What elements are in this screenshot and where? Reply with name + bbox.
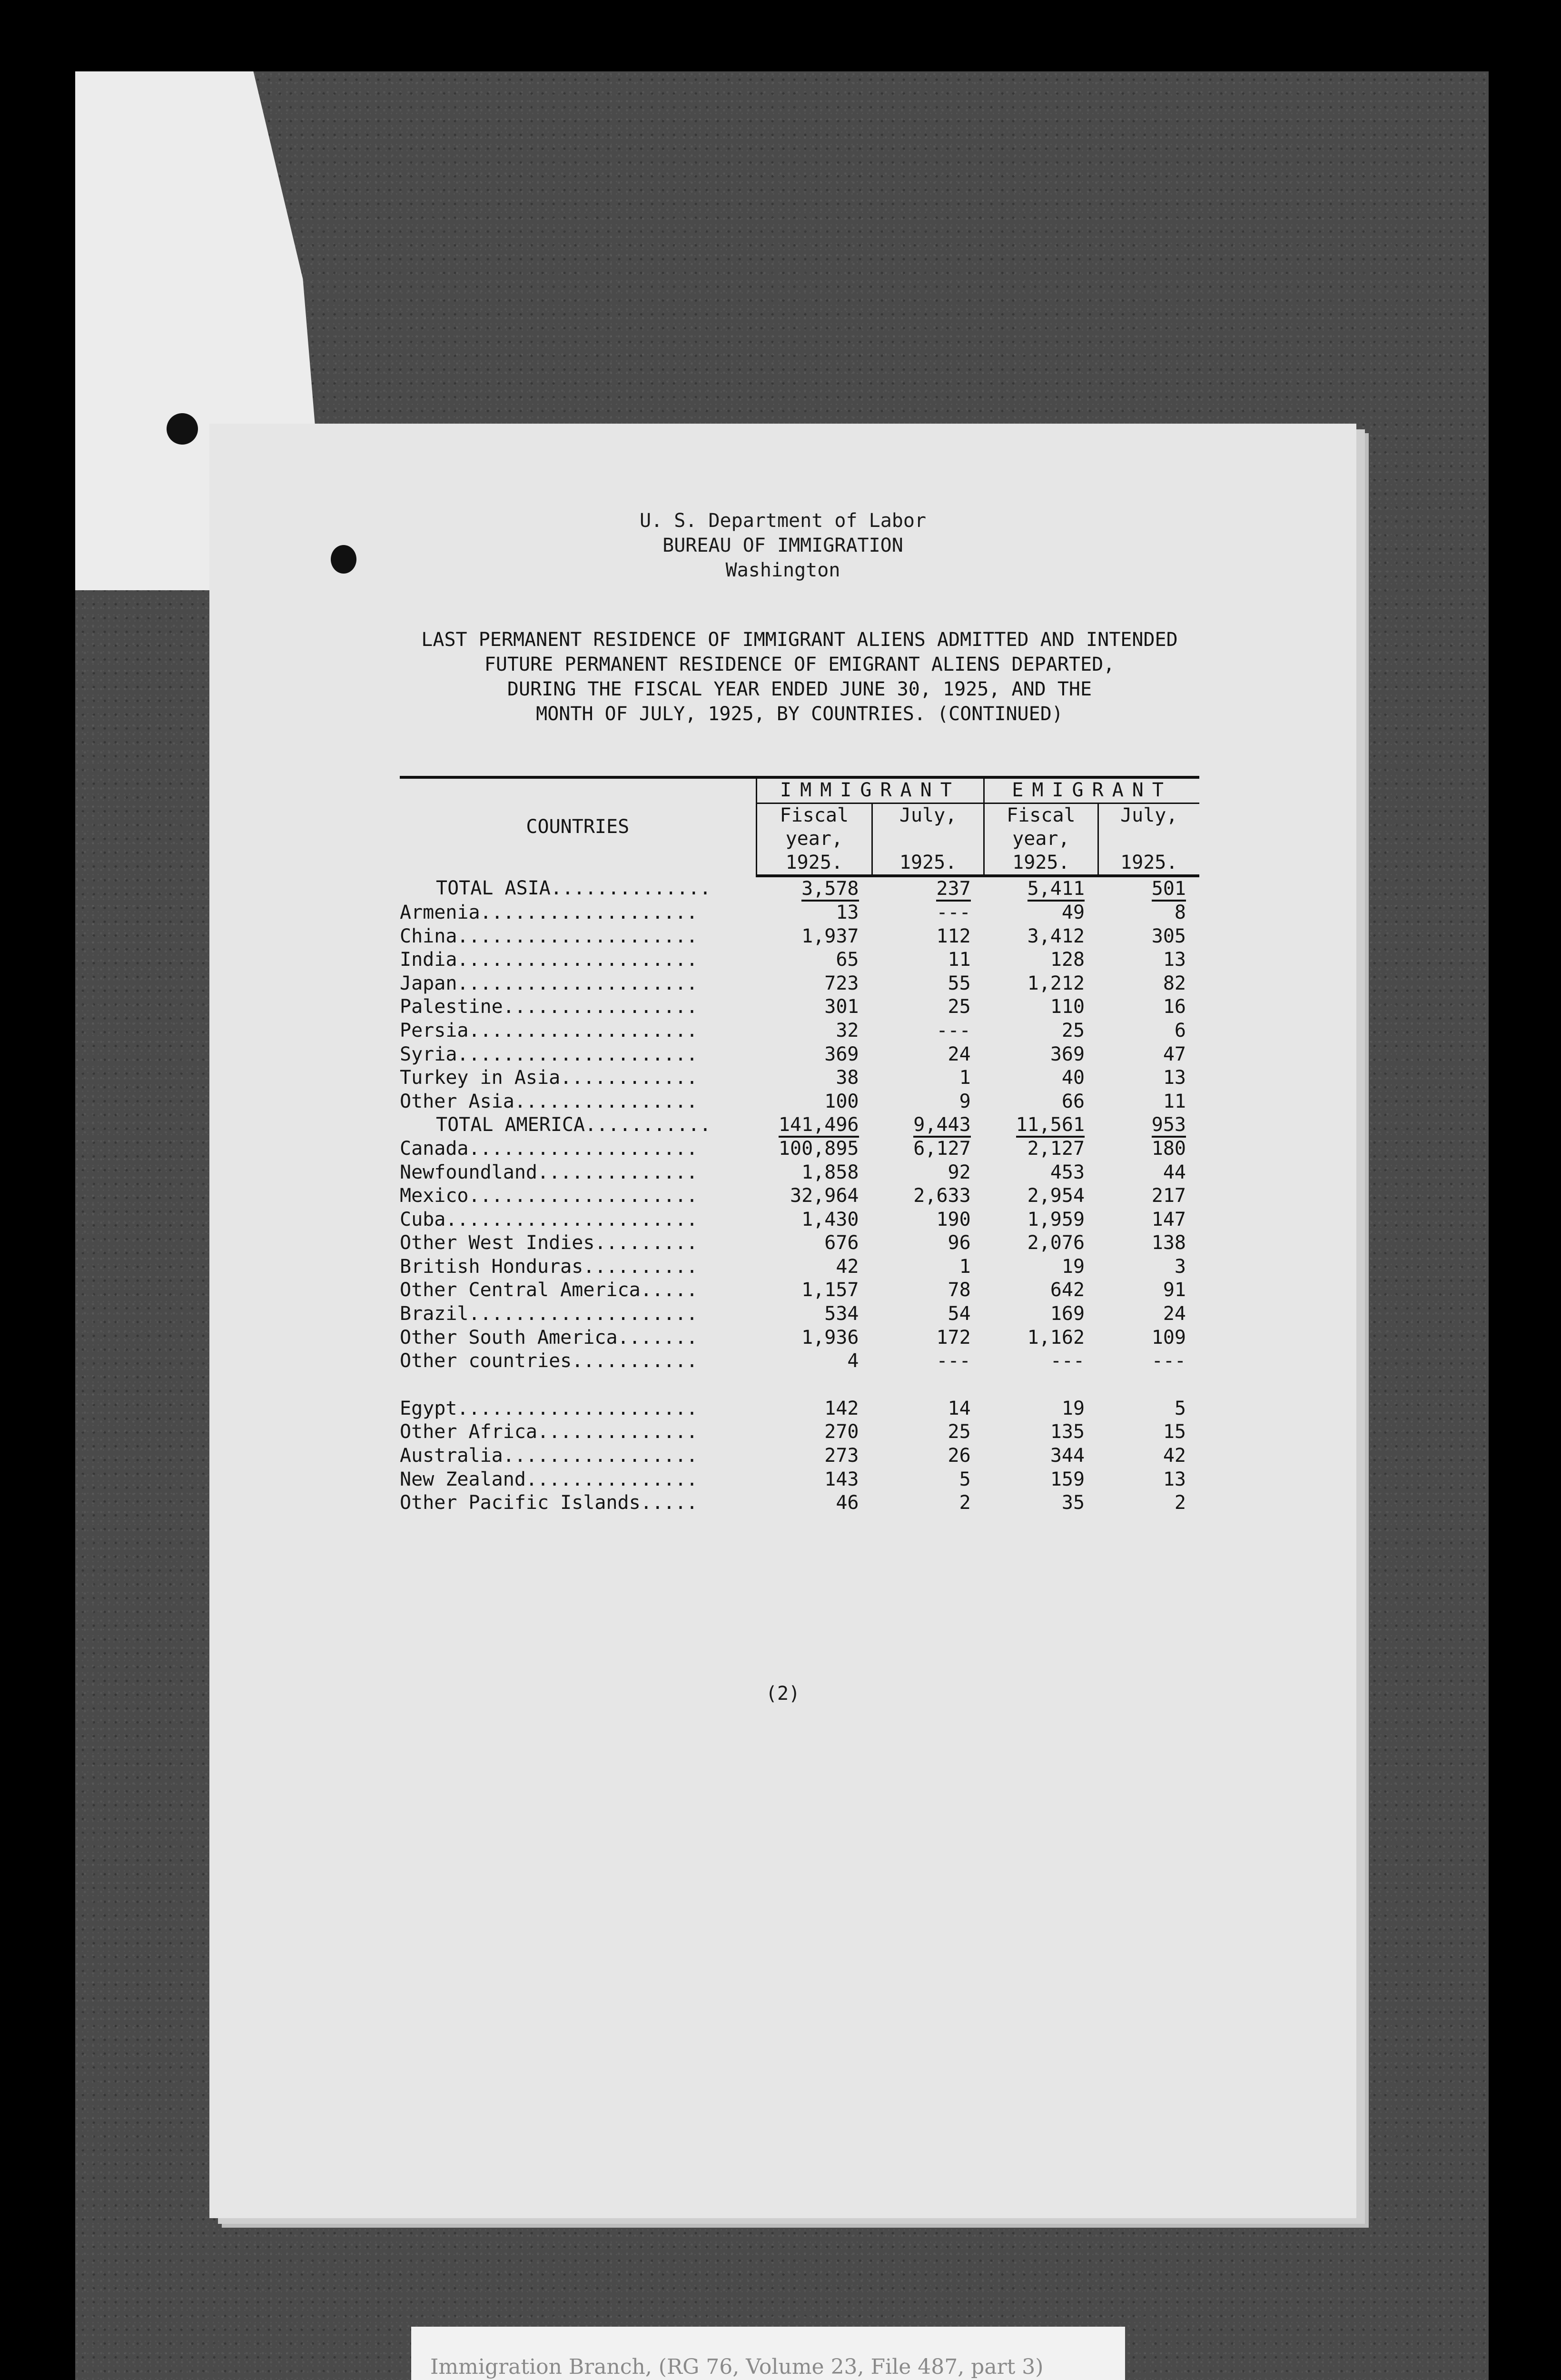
value-text: 6,127: [913, 1137, 971, 1160]
value-cell: [872, 972, 984, 996]
country-name: Persia....................: [400, 1019, 698, 1041]
value-cell: [1098, 1491, 1199, 1515]
value-text: 642: [1050, 1279, 1085, 1301]
table-row: [400, 925, 1199, 949]
july-header: July,: [872, 803, 984, 827]
table-row: [400, 1184, 1199, 1208]
value-text: 1,936: [801, 1326, 859, 1349]
immigration-table: [400, 776, 1199, 1515]
value-text: 3: [1174, 1255, 1186, 1278]
value-cell: [872, 1326, 984, 1350]
value-cell: [984, 876, 1098, 901]
value-text: 1,937: [801, 925, 859, 947]
table-row: [400, 1468, 1199, 1492]
july-header-1925: 1925.: [872, 851, 984, 876]
table-row: [400, 1491, 1199, 1515]
value-text: 180: [1151, 1137, 1186, 1160]
fiscal-header-year: year,: [984, 827, 1098, 851]
value-cell: [1098, 995, 1199, 1019]
value-cell: [872, 1302, 984, 1326]
value-text: 159: [1050, 1468, 1085, 1490]
countries-header: COUNTRIES: [400, 777, 756, 876]
flap-punch-hole: [167, 413, 198, 445]
value-text: 4: [847, 1350, 859, 1372]
archive-reference-tag: Immigration Branch, (RG 76, Volume 23, File 487, part 3): [411, 2327, 1125, 2380]
value-text: 1,212: [1027, 972, 1085, 994]
value-text: 11: [948, 949, 971, 971]
table-row: [400, 1255, 1199, 1279]
value-cell: [984, 972, 1098, 996]
value-cell: [872, 1137, 984, 1161]
value-text: 2,127: [1027, 1137, 1085, 1160]
value-cell: [1098, 1043, 1199, 1067]
table-row: [400, 1043, 1199, 1067]
value-cell: [756, 1349, 872, 1373]
value-cell: [756, 1468, 872, 1492]
value-cell: [1098, 1208, 1199, 1232]
value-cell: [872, 1066, 984, 1090]
country-name: Other West Indies.........: [400, 1232, 698, 1254]
value-cell: [756, 1043, 872, 1067]
emigrant-group-header: EMIGRANT: [984, 777, 1199, 803]
table-row: [400, 948, 1199, 972]
value-text: 54: [948, 1303, 971, 1325]
value-text: 112: [936, 925, 971, 947]
country-name: New Zealand...............: [400, 1468, 698, 1490]
fiscal-header-1925: 1925.: [756, 851, 872, 876]
value-cell: [872, 1019, 984, 1043]
table-row: [400, 901, 1199, 925]
value-text: 237: [936, 878, 970, 902]
value-cell: [984, 1231, 1098, 1255]
value-cell: [1098, 1019, 1199, 1043]
value-text: 2,076: [1027, 1232, 1085, 1254]
value-cell: [984, 1420, 1098, 1444]
value-cell: [984, 1255, 1098, 1279]
value-cell: [1098, 1113, 1199, 1137]
table-row: [400, 1349, 1199, 1373]
value-text: 723: [824, 972, 859, 994]
value-cell: [756, 1137, 872, 1161]
value-cell: [984, 1043, 1098, 1067]
fiscal-header: Fiscal: [984, 803, 1098, 827]
table-row: [400, 1137, 1199, 1161]
value-text: 46: [836, 1492, 859, 1514]
july-header-1925: 1925.: [1098, 851, 1199, 876]
table-row: [400, 1326, 1199, 1350]
value-text: 1,162: [1027, 1326, 1085, 1349]
value-cell: [756, 1279, 872, 1302]
value-text: 2: [1174, 1492, 1186, 1514]
value-cell: [984, 1090, 1098, 1114]
fiscal-header-year: year,: [756, 827, 872, 851]
value-text: 953: [1152, 1114, 1186, 1138]
value-cell: [984, 1491, 1098, 1515]
value-text: 109: [1151, 1326, 1186, 1349]
value-cell: [1098, 1420, 1199, 1444]
value-cell: [984, 901, 1098, 925]
value-text: 42: [1163, 1445, 1186, 1467]
value-cell: [984, 1066, 1098, 1090]
value-cell: [872, 995, 984, 1019]
value-cell: [872, 1420, 984, 1444]
value-text: 128: [1050, 949, 1085, 971]
value-cell: [1098, 1326, 1199, 1350]
july-header-blank: [872, 827, 984, 851]
value-text: 2: [959, 1492, 971, 1514]
value-cell: [1098, 1161, 1199, 1185]
spacer-row: [400, 1373, 1199, 1397]
country-name: India.....................: [400, 949, 698, 971]
value-cell: [756, 1326, 872, 1350]
value-text: 38: [836, 1067, 859, 1089]
country-name: Palestine.................: [400, 996, 698, 1018]
country-name: Other countries...........: [400, 1350, 698, 1372]
department-line: U. S. Department of Labor: [639, 510, 927, 532]
value-cell: [756, 1090, 872, 1114]
value-cell: [756, 1491, 872, 1515]
value-cell: [1098, 1279, 1199, 1302]
title-line: MONTH OF JULY, 1925, BY COUNTRIES. (CONTINUED): [536, 703, 1063, 725]
value-text: 147: [1151, 1208, 1186, 1230]
value-cell: [1098, 1090, 1199, 1114]
value-text: 14: [948, 1397, 971, 1419]
country-name: Mexico....................: [400, 1185, 698, 1207]
table-row: [400, 1208, 1199, 1232]
value-text: 92: [948, 1161, 971, 1183]
value-text: 78: [948, 1279, 971, 1301]
country-name: Armenia...................: [400, 901, 698, 923]
value-text: 169: [1050, 1303, 1085, 1325]
value-cell: [984, 1208, 1098, 1232]
value-text: 2,954: [1027, 1185, 1085, 1207]
value-text: 40: [1061, 1067, 1085, 1089]
value-cell: [872, 1208, 984, 1232]
value-text: 142: [824, 1397, 859, 1419]
value-cell: [872, 1491, 984, 1515]
country-name: Egypt.....................: [400, 1397, 698, 1419]
value-text: 9,443: [913, 1114, 970, 1138]
value-text: 49: [1061, 901, 1085, 923]
value-cell: [984, 1279, 1098, 1302]
fiscal-header: Fiscal: [756, 803, 872, 827]
country-name: Australia.................: [400, 1445, 698, 1467]
value-text: 369: [1050, 1043, 1085, 1065]
value-cell: [872, 1090, 984, 1114]
value-cell: [872, 1444, 984, 1468]
value-text: 1,430: [801, 1208, 859, 1230]
value-cell: [984, 1397, 1098, 1421]
country-name: British Honduras..........: [400, 1255, 698, 1278]
value-text: 25: [1061, 1019, 1085, 1041]
value-cell: [984, 1302, 1098, 1326]
table-row: [400, 1090, 1199, 1114]
country-name: Other South America.......: [400, 1326, 698, 1349]
value-text: 501: [1152, 878, 1186, 902]
value-cell: [984, 925, 1098, 949]
value-text: 5: [1174, 1397, 1186, 1419]
value-cell: [872, 1043, 984, 1067]
value-cell: [1098, 1302, 1199, 1326]
value-text: 13: [1163, 1468, 1186, 1490]
value-cell: [1098, 1231, 1199, 1255]
value-cell: [872, 1468, 984, 1492]
value-text: 19: [1061, 1397, 1085, 1419]
value-text: 47: [1163, 1043, 1186, 1065]
value-cell: [872, 948, 984, 972]
country-name: TOTAL AMERICA...........: [436, 1114, 711, 1136]
value-cell: [1098, 1255, 1199, 1279]
value-cell: [1098, 1066, 1199, 1090]
value-text: 344: [1050, 1445, 1085, 1467]
value-text: 26: [948, 1445, 971, 1467]
value-cell: [756, 1113, 872, 1137]
value-text: 65: [836, 949, 859, 971]
table-row: [400, 1397, 1199, 1421]
value-text: 1,858: [801, 1161, 859, 1183]
value-text: 110: [1050, 996, 1085, 1018]
value-text: 1: [959, 1067, 971, 1089]
value-text: 13: [836, 901, 859, 923]
value-cell: [984, 1161, 1098, 1185]
value-text: 25: [948, 1421, 971, 1443]
immigrant-group-header: IMMIGRANT: [756, 777, 984, 803]
value-text: 5,411: [1027, 878, 1085, 902]
value-cell: [1098, 925, 1199, 949]
value-cell: [756, 972, 872, 996]
value-cell: [1098, 1468, 1199, 1492]
value-cell: [756, 1231, 872, 1255]
july-header-blank: [1098, 827, 1199, 851]
value-text: 135: [1050, 1421, 1085, 1443]
table-row: [400, 1420, 1199, 1444]
value-cell: [872, 1279, 984, 1302]
value-text: 534: [824, 1303, 859, 1325]
value-text: 13: [1163, 949, 1186, 971]
value-text: 172: [936, 1326, 971, 1349]
value-cell: [872, 1231, 984, 1255]
value-cell: [984, 1113, 1098, 1137]
value-cell: [872, 925, 984, 949]
july-header: July,: [1098, 803, 1199, 827]
value-cell: [984, 995, 1098, 1019]
value-cell: [756, 925, 872, 949]
value-cell: [756, 876, 872, 901]
value-text: 55: [948, 972, 971, 994]
value-cell: [872, 1397, 984, 1421]
value-text: 25: [948, 996, 971, 1018]
country-name: China.....................: [400, 925, 698, 947]
value-text: 8: [1174, 901, 1186, 923]
total-row: [400, 1113, 1199, 1137]
value-text: ---: [936, 901, 971, 923]
value-text: 96: [948, 1232, 971, 1254]
value-text: 273: [824, 1445, 859, 1467]
title-line: FUTURE PERMANENT RESIDENCE OF EMIGRANT ALIENS DEPARTED,: [484, 654, 1115, 675]
country-name: Syria.....................: [400, 1043, 698, 1065]
value-cell: [1098, 972, 1199, 996]
country-name: Other Central America.....: [400, 1279, 698, 1301]
table-row: [400, 1302, 1199, 1326]
value-text: 24: [1163, 1303, 1186, 1325]
country-name: Canada....................: [400, 1137, 698, 1160]
value-cell: [1098, 1397, 1199, 1421]
bureau-line: BUREAU OF IMMIGRATION: [662, 535, 903, 556]
country-name: Other Asia................: [400, 1090, 698, 1112]
value-cell: [1098, 948, 1199, 972]
value-text: 15: [1163, 1421, 1186, 1443]
table-row: [400, 1444, 1199, 1468]
value-cell: [756, 1255, 872, 1279]
country-name: Japan.....................: [400, 972, 698, 994]
value-cell: [1098, 1184, 1199, 1208]
value-cell: [756, 1208, 872, 1232]
value-cell: [756, 1302, 872, 1326]
value-cell: [872, 1161, 984, 1185]
value-cell: [756, 1066, 872, 1090]
value-cell: [984, 1444, 1098, 1468]
value-cell: [1098, 876, 1199, 901]
value-cell: [872, 1349, 984, 1373]
value-cell: [756, 948, 872, 972]
country-name: Newfoundland..............: [400, 1161, 698, 1183]
value-cell: [984, 1326, 1098, 1350]
table-row: [400, 995, 1199, 1019]
value-text: 3,412: [1027, 925, 1085, 947]
value-text: 143: [824, 1468, 859, 1490]
value-text: 13: [1163, 1067, 1186, 1089]
value-cell: [1098, 1444, 1199, 1468]
value-cell: [984, 1468, 1098, 1492]
value-text: 35: [1061, 1492, 1085, 1514]
value-text: 217: [1151, 1185, 1186, 1207]
page-number: (2): [765, 1683, 800, 1705]
fiscal-header-1925: 1925.: [984, 851, 1098, 876]
value-text: 19: [1061, 1255, 1085, 1278]
value-text: 9: [959, 1090, 971, 1112]
value-text: 6: [1174, 1019, 1186, 1041]
value-cell: [756, 1184, 872, 1208]
city-line: Washington: [725, 559, 840, 581]
value-text: 100: [824, 1090, 859, 1112]
table-row: [400, 1231, 1199, 1255]
table-row: [400, 1161, 1199, 1185]
country-name: Cuba......................: [400, 1208, 698, 1230]
table-row: [400, 1066, 1199, 1090]
value-text: 44: [1163, 1161, 1186, 1183]
value-text: 100,895: [778, 1137, 859, 1160]
value-cell: [756, 1397, 872, 1421]
value-cell: [756, 1019, 872, 1043]
value-cell: [756, 1161, 872, 1185]
value-cell: [984, 948, 1098, 972]
value-cell: [756, 1444, 872, 1468]
value-cell: [984, 1137, 1098, 1161]
value-text: 91: [1163, 1279, 1186, 1301]
value-text: ---: [936, 1350, 971, 1372]
value-cell: [984, 1019, 1098, 1043]
value-text: 16: [1163, 996, 1186, 1018]
value-text: 82: [1163, 972, 1186, 994]
country-name: Other Pacific Islands.....: [400, 1492, 698, 1514]
value-cell: [1098, 1137, 1199, 1161]
country-name: TOTAL ASIA..............: [436, 877, 711, 899]
value-cell: [1098, 901, 1199, 925]
value-text: 24: [948, 1043, 971, 1065]
value-cell: [984, 1349, 1098, 1373]
value-text: 369: [824, 1043, 859, 1065]
country-name: Brazil....................: [400, 1303, 698, 1325]
value-text: 1,157: [801, 1279, 859, 1301]
table-row: [400, 1279, 1199, 1302]
value-text: 11,561: [1016, 1114, 1085, 1138]
table-body: [400, 876, 1199, 1515]
value-cell: [872, 1113, 984, 1137]
value-cell: [756, 995, 872, 1019]
table-row: [400, 972, 1199, 996]
value-text: 2,633: [913, 1185, 971, 1207]
value-text: 5: [959, 1468, 971, 1490]
value-cell: [872, 1184, 984, 1208]
value-text: 1,959: [1027, 1208, 1085, 1230]
value-text: 32: [836, 1019, 859, 1041]
total-row: [400, 876, 1199, 901]
table-row: [400, 1019, 1199, 1043]
value-text: 453: [1050, 1161, 1085, 1183]
value-text: 1: [959, 1255, 971, 1278]
value-text: 305: [1151, 925, 1186, 947]
report-title: [400, 627, 1199, 726]
value-text: 141,496: [779, 1114, 859, 1138]
value-text: 66: [1061, 1090, 1085, 1112]
value-text: 676: [824, 1232, 859, 1254]
value-cell: [756, 1420, 872, 1444]
value-cell: [872, 1255, 984, 1279]
value-cell: [872, 876, 984, 901]
value-cell: [872, 901, 984, 925]
value-text: 301: [824, 996, 859, 1018]
value-text: 32,964: [790, 1185, 859, 1207]
country-name: Turkey in Asia............: [400, 1067, 698, 1089]
value-text: ---: [936, 1019, 971, 1041]
value-text: 42: [836, 1255, 859, 1278]
value-text: 190: [936, 1208, 971, 1230]
title-line: LAST PERMANENT RESIDENCE OF IMMIGRANT ALIENS ADMITTED AND INTENDED: [421, 629, 1178, 651]
value-text: ---: [1151, 1350, 1186, 1372]
value-text: 138: [1151, 1232, 1186, 1254]
value-cell: [984, 1184, 1098, 1208]
value-cell: [1098, 1349, 1199, 1373]
value-text: 11: [1163, 1090, 1186, 1112]
value-text: ---: [1050, 1350, 1085, 1372]
value-cell: [756, 901, 872, 925]
value-text: 270: [824, 1421, 859, 1443]
title-line: DURING THE FISCAL YEAR ENDED JUNE 30, 1925, AND THE: [507, 678, 1092, 700]
value-text: 3,578: [801, 878, 859, 902]
country-name: Other Africa..............: [400, 1421, 698, 1443]
